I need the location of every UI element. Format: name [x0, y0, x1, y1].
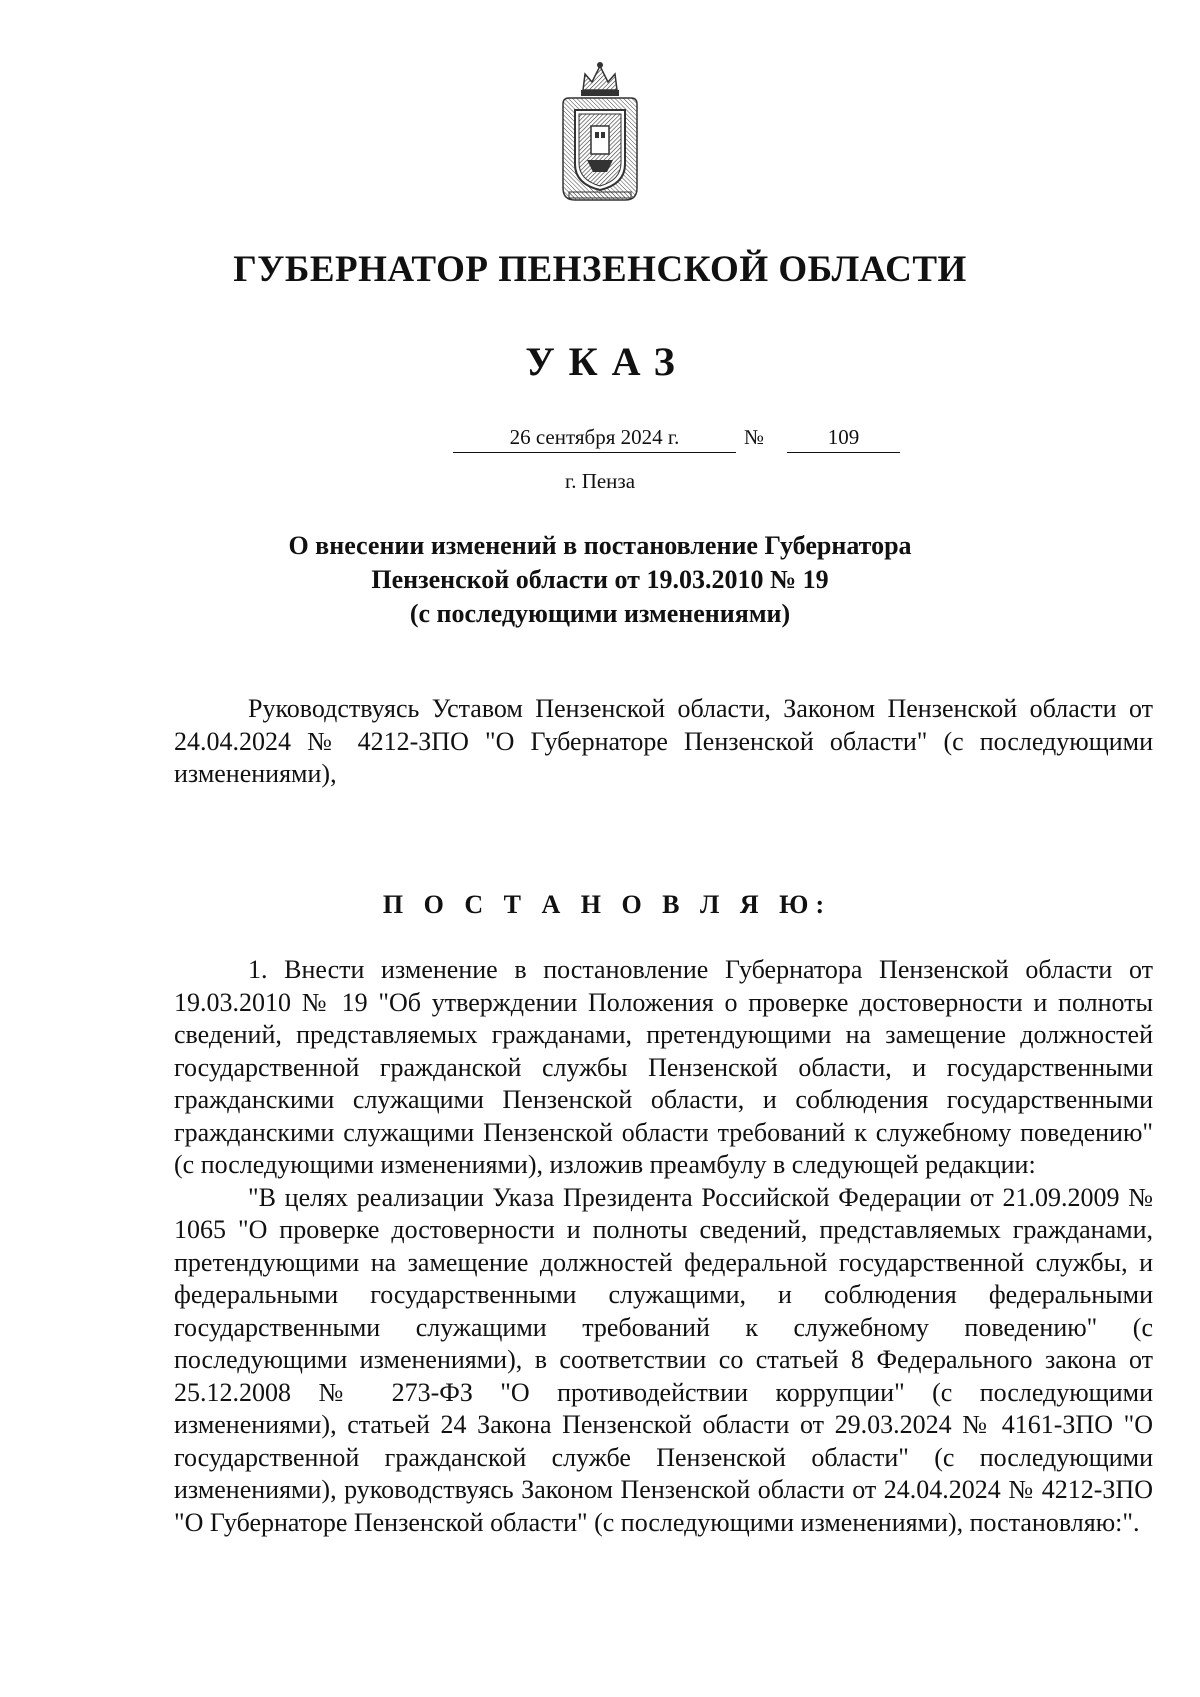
issuing-authority: ГУБЕРНАТОР ПЕНЗЕНСКОЙ ОБЛАСТИ	[233, 249, 967, 290]
preamble-text: Руководствуясь Уставом Пензенской области, Законом Пензенской области от 24.04.2024 № 4212-ЗПО "О Губернаторе Пензенской области" (с последующими изменениями),	[174, 694, 1153, 788]
date-number-line	[0, 425, 1200, 459]
document-title	[0, 529, 1200, 631]
coat-of-arms-icon	[555, 60, 645, 210]
document-date: 26 сентября 2024 г.	[453, 425, 736, 453]
item-1-paragraph: 1. Внести изменение в постановление Губернатора Пензенской области от 19.03.2010 № 19 "Об утверждении Положения о проверке достоверности и полноты сведений, представляемых гражданами, претендующими на замещение должностей государственной гражданской службы Пензенской области, и государственными гражданскими служащими Пензенской области, и соблюдения государственными гражданскими служащими Пензенской области требований к служебному поведению" (с последующими изменениями), изложив преамбулу в следующей редакции:	[174, 955, 1153, 1179]
document-type: УКАЗ	[525, 339, 689, 384]
main-body	[174, 954, 1153, 1539]
title-line-3: (с последующими изменениями)	[409, 599, 791, 628]
quoted-preamble-paragraph: "В целях реализации Указа Президента Российской Федерации от 21.09.2009 № 1065 "О проверке достоверности и полноты сведений, представляемых гражданами, претендующими на замещение должностей федеральной государственной службы, и федеральными государственными служащими, и соблюдения федеральными государственными служащими требований к служебному поведению" (с последующими изменениями), в соответствии со статьей 8 Федерального закона от 25.12.2008 № 273-ФЗ "О противодействии коррупции" (с последующими изменениями), статьей 24 Закона Пензенской области от 29.03.2024 № 4161-ЗПО "О государственной гражданской службе Пензенской области" (с последующими изменениями), руководствуясь Законом Пензенской области от 24.04.2024 № 4212-ЗПО "О Губернаторе Пензенской области" (с последующими изменениями), постановляю:".	[174, 1182, 1153, 1537]
title-line-2: Пензенской области от 19.03.2010 № 19	[371, 565, 829, 594]
document-number: 109	[787, 425, 900, 453]
title-line-1: О внесении изменений в постановление Губернатора	[288, 531, 912, 560]
city: г. Пенза	[564, 469, 636, 493]
number-sign: №	[744, 425, 765, 449]
decree-word: П О С Т А Н О В Л Я Ю:	[382, 890, 832, 919]
preamble-paragraph	[174, 693, 1153, 791]
